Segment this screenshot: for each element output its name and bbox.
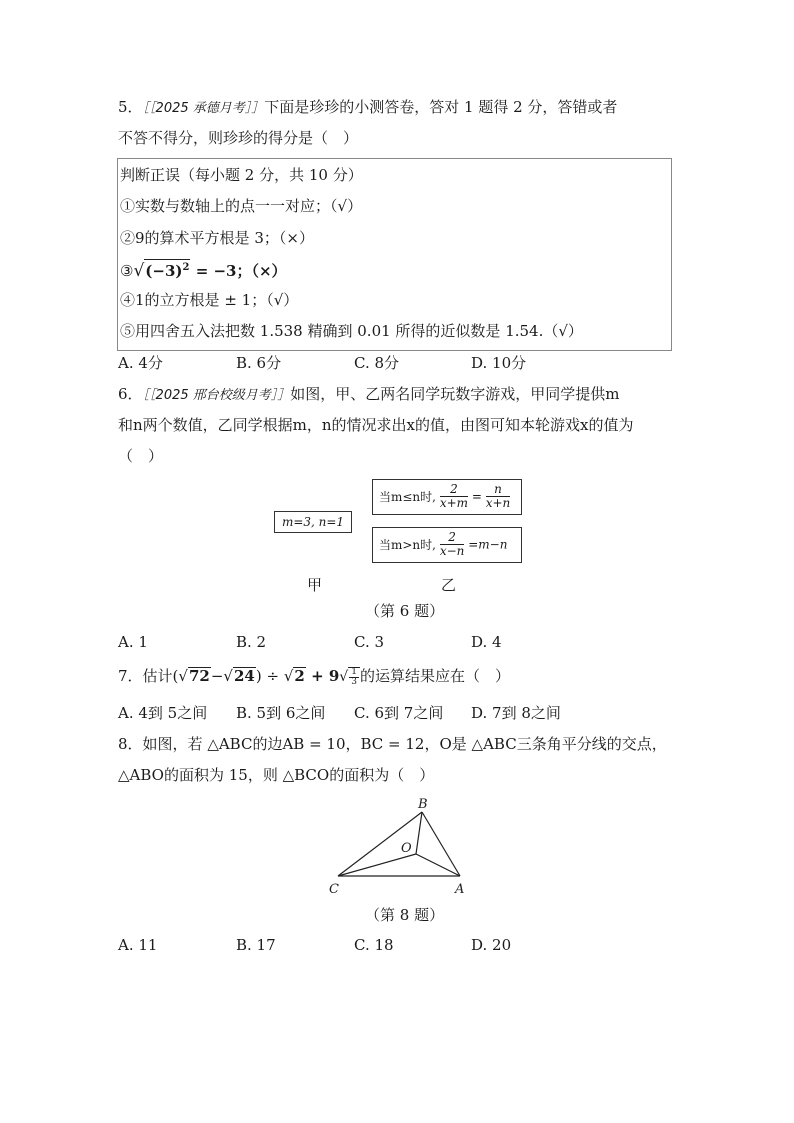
q6-stem-line1 <box>118 384 620 406</box>
q8-label-b: B <box>418 797 428 812</box>
q8-label-o: O <box>401 841 412 856</box>
q5-option-d: D. 10分 <box>471 354 527 372</box>
q8-option-c: C. 18 <box>354 936 394 954</box>
q6-option-a: A. 1 <box>118 633 148 651</box>
q5-item-2-text: 9的算术平方根是 3；（×） <box>135 229 314 247</box>
q5-item-3-rest: = −3；（×） <box>190 262 287 280</box>
q8-segment-bo <box>416 812 422 854</box>
q7-plus-nine: + 9 <box>305 667 340 685</box>
q7-option-a: A. 4到 5之间 <box>118 704 208 722</box>
q5-item-1-text: 实数与数轴上的点一一对应；（√） <box>135 197 363 215</box>
q6-caption: （第 6 题） <box>365 602 445 620</box>
q6-option-b: B. 2 <box>236 633 267 651</box>
q6-yi-top-condition: 当m≤n时, <box>379 490 436 504</box>
q5-box-title: 判断正误（每小题 2 分，共 10 分） <box>120 166 363 184</box>
q7-text-prefix: 估计( <box>142 667 179 685</box>
q6-source: ［［2025 邢台校级月考］］ <box>142 388 291 403</box>
q6-label-yi: 乙 <box>441 576 457 594</box>
q7-sqrt-fraction: $\frac{1}{3}$ <box>348 667 360 687</box>
q8-triangle-figure <box>320 792 480 900</box>
q5-item-1-mark: ① <box>120 197 136 215</box>
q8-option-a: A. 11 <box>118 936 158 954</box>
q6-yi-bottom-frac: $\frac{2}{x-n}$ <box>439 530 465 558</box>
q5-stem-line1 <box>118 97 617 119</box>
q7-divide: ) ÷ <box>255 667 280 685</box>
q5-item-4-text: 1的立方根是 ± 1；（√） <box>135 291 299 309</box>
q7-option-b: B. 5到 6之间 <box>236 704 326 722</box>
q7-text-suffix: 的运算结果应在（ ） <box>359 667 510 685</box>
q7-minus: − <box>210 667 224 685</box>
q7-radicand-3: 2 <box>294 667 305 685</box>
q6-yi-top-equals: = <box>471 489 482 504</box>
q7-option-c: C. 6到 7之间 <box>354 704 444 722</box>
q6-text-line3: （ ） <box>118 447 164 465</box>
q5-item-3: $③√(-3)^2 = -3$；（×） <box>120 261 287 281</box>
q8-caption: （第 8 题） <box>365 906 445 924</box>
q8-label-a: A <box>455 882 465 897</box>
q8-label-c: C <box>329 882 339 897</box>
q5-item-5-mark: ⑤ <box>120 322 136 340</box>
q5-item-5-text: 用四舍五入法把数 1.538 精确到 0.01 所得的近似数是 1.54.（√） <box>135 322 583 340</box>
q8-segment-co <box>338 854 416 876</box>
q5-number: 5． <box>118 98 143 116</box>
q6-yi-box-top <box>372 479 522 515</box>
q6-yi-top-frac1: $\frac{2}{x+m}$ <box>439 482 469 510</box>
q8-option-b: B. 17 <box>236 936 276 954</box>
q8-text-line2: △ABO的面积为 15，则 △BCO的面积为（ ） <box>118 766 435 784</box>
q8-option-d: D. 20 <box>471 936 512 954</box>
q5-item-2 <box>120 228 314 248</box>
q5-item-2-mark: ② <box>120 229 136 247</box>
q7-option-d: D. 7到 8之间 <box>471 704 561 722</box>
q6-yi-top-frac2: $\frac{n}{x+n}$ <box>485 482 511 510</box>
q5-option-c: C. 8分 <box>354 354 400 372</box>
q5-item-3-mark: ③ <box>120 262 134 280</box>
q7-radicand-2: 24 <box>233 667 255 685</box>
q5-item-5 <box>120 321 583 341</box>
q5-item-1 <box>120 196 362 216</box>
q6-label-jia: 甲 <box>307 576 323 594</box>
q6-number: 6． <box>118 385 143 403</box>
q5-item-4 <box>120 290 298 310</box>
q7-radicand-1: 72 <box>188 667 210 685</box>
q5-text-line1: 下面是珍珍的小测答卷，答对 1 题得 2 分，答错或者 <box>264 98 618 116</box>
q6-text-line1: 如图，甲、乙两名同学玩数字游戏，甲同学提供m <box>290 385 620 403</box>
q6-option-c: C. 3 <box>354 633 385 651</box>
q6-yi-bottom-condition: 当m>n时, <box>379 538 436 552</box>
q6-jia-box: m=3, n=1 <box>274 511 352 533</box>
q5-item-4-mark: ④ <box>120 291 136 309</box>
q7-stem: 7．估计(√72−√24) ÷ √2 + 9√ $\frac{1}{3}$ 的运算结果应在（ ） <box>118 667 510 687</box>
q6-yi-box-bottom <box>372 527 522 563</box>
q6-option-d: D. 4 <box>471 633 502 651</box>
q5-source: ［［2025 承德月考］］ <box>142 101 265 116</box>
q8-line1: 如图，若 △ABC的边AB = 10，BC = 12，O是 △ABC三条角平分线的交点， <box>142 735 667 753</box>
q7-number: 7． <box>118 667 143 685</box>
q8-number: 8． <box>118 735 143 753</box>
q6-yi-bottom-rest: =m−n <box>468 537 508 552</box>
q6-text-line2: 和n两个数值，乙同学根据m，n的情况求出x的值，由图可知本轮游戏x的值为 <box>118 416 634 434</box>
q8-text-line1 <box>118 734 667 754</box>
q5-option-a: A. 4分 <box>118 354 163 372</box>
q5-item-3-radicand: $(-3)^2$ <box>144 259 190 279</box>
q5-text-line2: 不答不得分，则珍珍的得分是（ ） <box>118 129 359 147</box>
q5-option-b: B. 6分 <box>236 354 282 372</box>
